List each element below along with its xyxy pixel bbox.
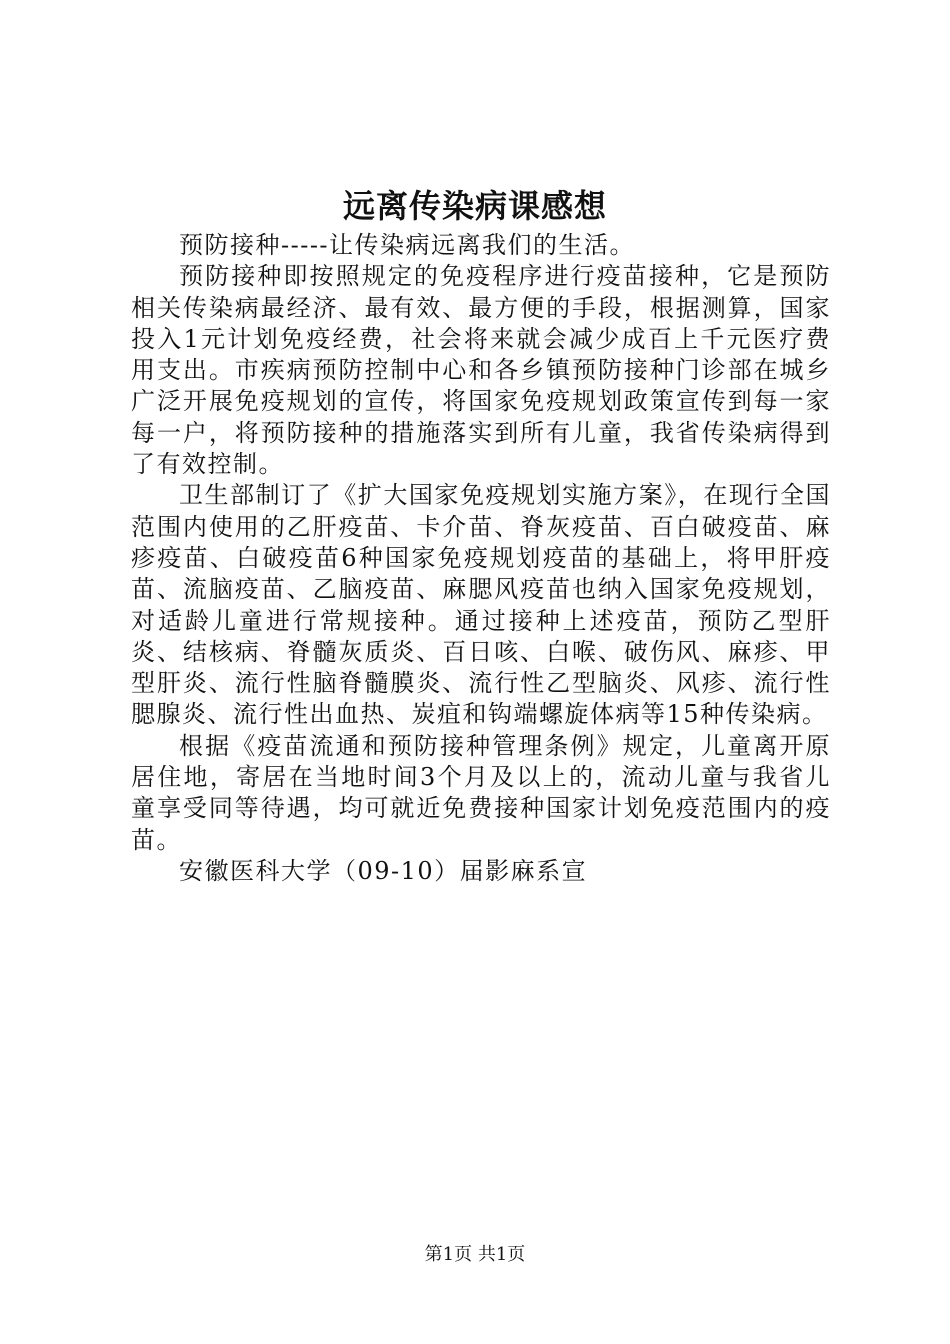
paragraph-signature: 安徽医科大学（09-10）届影麻系宣 bbox=[179, 856, 588, 885]
paragraph-vaccination: 预防接种即按照规定的免疫程序进行疫苗接种，它是预防相关传染病最经济、最有效、最方便的手段，根据测算，国家投入1元计划免疫经费，社会将来就会减少成百上千元医疗费用支出。市疾病预防控制中心和各乡镇预防接种门诊部在城乡广泛开展免疫规划的宣传，将国家免疫规划政策宣传到每一家每一户，将预防接种的措施落实到所有儿童，我省传染病得到了有效控制。 bbox=[131, 262, 831, 479]
page-number-footer: 第1页 共1页 bbox=[424, 1244, 526, 1265]
document-body bbox=[131, 230, 831, 887]
document-title: 远离传染病课感想 bbox=[342, 187, 607, 225]
paragraph-regulations: 根据《疫苗流通和预防接种管理条例》规定，儿童离开原居住地，寄居在当地时间3个月及以上的，流动儿童与我省儿童享受同等待遇，均可就近免费接种国家计划免疫范围内的疫苗。 bbox=[131, 731, 831, 854]
paragraph-intro: 预防接种-----让传染病远离我们的生活。 bbox=[179, 231, 636, 259]
paragraph-ministry-plan: 卫生部制订了《扩大国家免疫规划实施方案》，在现行全国范围内使用的乙肝疫苗、卡介苗、脊灰疫苗、百白破疫苗、麻疹疫苗、白破疫苗6种国家免疫规划疫苗的基础上，将甲肝疫苗、流脑疫苗、乙脑疫苗、麻腮风疫苗也纳入国家免疫规划，对适龄儿童进行常规接种。通过接种上述疫苗，预防乙型肝炎、结核病、脊髓灰质炎、百日咳、白喉、破伤风、麻疹、甲型肝炎、流行性脑脊髓膜炎、流行性乙型脑炎、风疹、流行性腮腺炎、流行性出血热、炭疽和钩端螺旋体病等15种传染病。 bbox=[131, 481, 831, 729]
